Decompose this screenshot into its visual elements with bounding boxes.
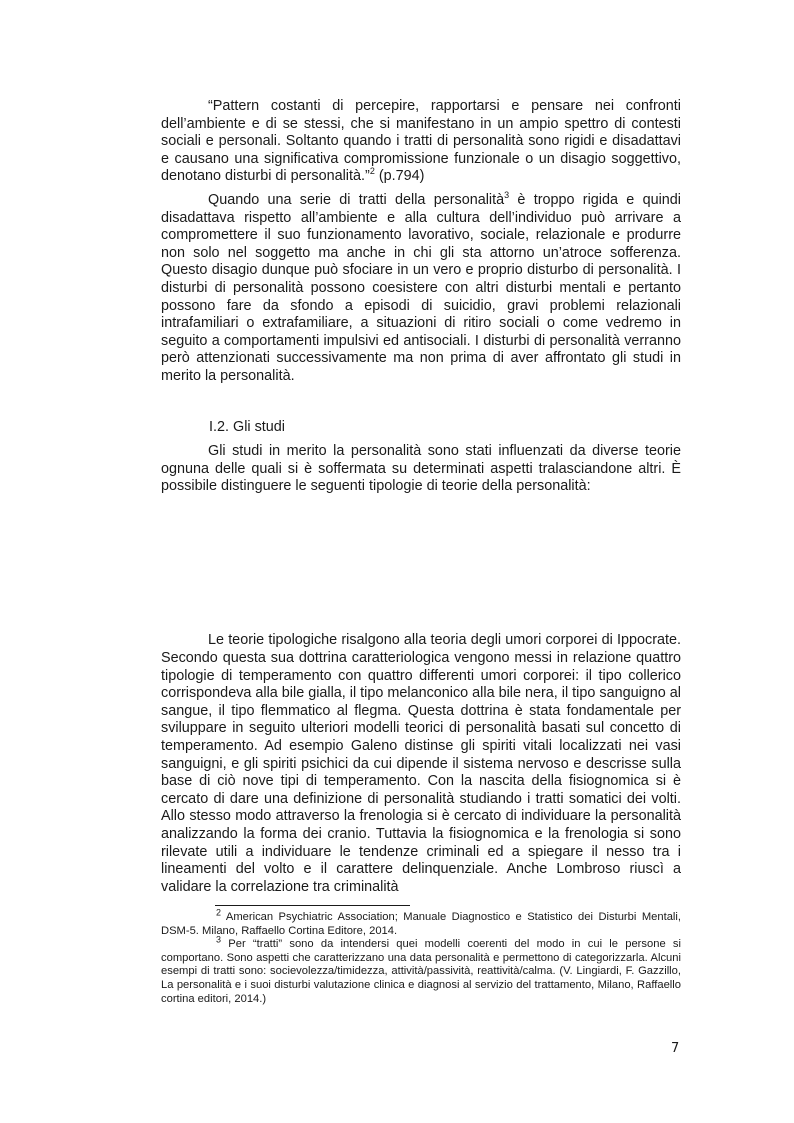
footnote-text: American Psychiatric Association; Manuale Diagnostico e Statistico dei Disturbi Mentali, DSM-5. Milano, Raffaello Cortina Editore, 2014. xyxy=(161,911,681,937)
quote-paragraph xyxy=(161,98,681,186)
section-heading: I.2. Gli studi xyxy=(209,418,285,435)
paragraph-studies-intro: Gli studi in merito la personalità sono stati influenzati da diverse teorie ognuna delle quali si è soffermata su determinati aspetti tralasciandone altri. È possibile distinguere le seguenti tipologie di teorie della personalità: xyxy=(161,443,681,495)
footnote-number: 3 xyxy=(216,934,222,945)
list-item xyxy=(161,605,681,631)
footnote-ref-3[interactable]: 3 xyxy=(504,190,510,201)
list-item xyxy=(161,528,681,554)
paragraph-text-start: Quando una serie di tratti della personalità xyxy=(208,191,505,208)
footnotes xyxy=(161,907,681,1006)
quote-text: “Pattern costanti di percepire, rapportarsi e pensare nei confronti dell’ambiente e di se stessi, che si manifestano in un ampio spettro di contesti sociali e personali. Soltanto quando i tratti di personalità sono rigidi e disadattavi e causano una significativa compromissione funzionale o un disagio soggettivo, denotano disturbi di personalità.” xyxy=(161,98,681,185)
list-item xyxy=(161,503,681,529)
footnote-text: Per “tratti” sono da intendersi quei modelli coerenti del modo in cui le persone si comportano. Sono aspetti che caratterizzano una data personalità e permettono di categorizzarla. Alcuni esempi di tratti sono: socievolezza/timidezza, attività/passività, reattività/calma. (V. Lingiardi, F. Gazzillo, La personalità e i suoi disturbi valutazione clinica e diagnosi al servizio del trattamento, Milano, Raffaello cortina editori, 2014.) xyxy=(161,938,681,1005)
footnote-ref-2[interactable]: 2 xyxy=(369,166,375,177)
list-item xyxy=(161,579,681,605)
paragraph-personality-traits xyxy=(161,192,681,386)
footnote-number: 2 xyxy=(216,907,222,918)
paragraph-typological-theories: Le teorie tipologiche risalgono alla teoria degli umori corporei di Ippocrate. Secondo questa sua dottrina caratteriologica vengono messi in relazione quattro tipologie di temperamento con quattro differenti umori corporei: il tipo collerico corrispondeva alla bile gialla, il tipo melanconico alla bile nera, il tipo sanguigno al sangue, il tipo flemmatico al flegma. Questa dottrina è stata fondamentale per sviluppare in seguito ulteriori modelli teorici di personalità basati sul concetto di temperamento. Ad esempio Galeno distinse gli spiriti vitali localizzati nei vasi sanguigni, e gli spiriti psichici da cui dipende il sistema nervoso e descrisse sulla base di ciò nove tipi di temperamento. Con la nascita della fisiognomica si è cercato di dare una definizione di personalità studiando i tratti somatici dei volti. Allo stesso modo attraverso la frenologia si è cercato di individuare la personalità analizzando la forma dei cranio. Tuttavia la fisiognomica e la frenologia si sono rilevate utili a individuare le tendenze criminali ed a spiegare il nesso tra i lineamenti del volto e il carattere delinquenziale. Anche Lombroso riuscì a validare la correlazione tra criminalità xyxy=(161,632,681,895)
theories-list xyxy=(161,503,681,631)
quote-page-reference: (p.794) xyxy=(374,168,425,185)
list-item xyxy=(161,554,681,580)
page-body xyxy=(161,98,681,896)
page-number: 7 xyxy=(671,1041,680,1056)
footnote-3 xyxy=(161,934,681,1006)
paragraph-text-rest: è troppo rigida e quindi disadattava rispetto all’ambiente e alla cultura dell’individuo può arrivare a compromettere il suo funzionamento lavorativo, sociale, relazionale e produrre non solo nel soggetto ma anche in chi gli sta attorno un’atroce sofferenza. Questo disagio dunque può sfociare in un vero e proprio disturbo di personalità. I disturbi di personalità possono coesistere con altri disturbi mentali e pertanto possono fare da sfondo a episodi di suicidio, gravi problemi relazionali intrafamiliari o extrafamiliare, a situazioni di ritiro sociali o come vedremo in seguito a comportamenti impulsivi ed antisociali. I disturbi di personalità verranno però attenzionati successivamente ma non prima di aver affrontato gli studi in merito la personalità. xyxy=(161,191,681,384)
footnote-separator xyxy=(215,905,410,906)
footnote-2 xyxy=(161,907,681,938)
